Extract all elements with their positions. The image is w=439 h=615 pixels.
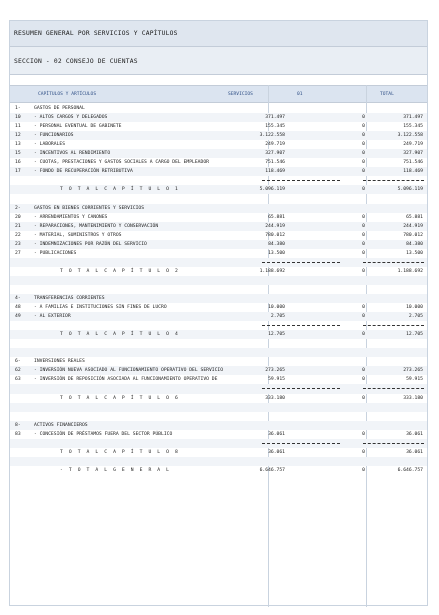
row-description: T O T A L C A P Í T U L O 8 bbox=[60, 449, 180, 455]
chapter-row bbox=[10, 294, 427, 303]
row-description: - FUNCIONARIOS bbox=[34, 133, 74, 139]
table-row bbox=[10, 457, 427, 466]
row-description: - A FAMILIAS E INSTITUCIONES SIN FINES DE LUCRO bbox=[34, 305, 167, 311]
row-total: 1.188.692 bbox=[397, 268, 423, 274]
report-title-bar bbox=[10, 21, 427, 47]
row-description: - CUOTAS, PRESTACIONES Y GASTOS SOCIALES A CARGO DEL EMPLEADOR bbox=[34, 160, 209, 166]
row-total: 3.122.558 bbox=[397, 133, 423, 139]
row-code: 16 bbox=[15, 160, 21, 166]
row-amount-services: 0 bbox=[362, 142, 365, 148]
row-code: 83 bbox=[15, 431, 21, 437]
row-total: 84.380 bbox=[406, 241, 423, 247]
row-amount-01: 13.500 bbox=[268, 250, 285, 256]
budget-table bbox=[10, 104, 427, 475]
row-amount-services: 0 bbox=[362, 241, 365, 247]
row-total: 13.500 bbox=[406, 250, 423, 256]
row-amount-services: 0 bbox=[362, 187, 365, 193]
column-header-total: TOTAL bbox=[380, 92, 394, 97]
column-header-articles: CAPÍTULOS Y ARTÍCULOS bbox=[38, 92, 97, 97]
row-amount-01: 36.061 bbox=[268, 431, 285, 437]
table-row bbox=[10, 158, 427, 167]
row-total: 36.061 bbox=[406, 449, 423, 455]
row-amount-services: 0 bbox=[362, 115, 365, 121]
row-amount-services: 0 bbox=[362, 214, 365, 220]
table-row bbox=[10, 430, 427, 439]
row-amount-services: 0 bbox=[362, 124, 365, 130]
row-total: 10.000 bbox=[406, 305, 423, 311]
table-row bbox=[10, 375, 427, 384]
table-row bbox=[10, 240, 427, 249]
dashed-rule bbox=[262, 388, 340, 389]
row-amount-01: 751.546 bbox=[265, 160, 285, 166]
subtotal-separator bbox=[10, 439, 427, 448]
row-amount-01: 3.122.558 bbox=[259, 133, 285, 139]
row-total: 273.265 bbox=[403, 368, 423, 374]
table-row bbox=[10, 303, 427, 312]
report-title: RESUMEN GENERAL POR SERVICIOS Y CAPÍTULOS bbox=[14, 30, 178, 37]
row-amount-services: 0 bbox=[362, 467, 365, 473]
row-code: 6- bbox=[15, 359, 21, 365]
row-amount-services: 0 bbox=[362, 160, 365, 166]
row-total: 249.719 bbox=[403, 142, 423, 148]
total-row bbox=[10, 185, 427, 194]
row-amount-services: 0 bbox=[362, 169, 365, 175]
row-description: T O T A L C A P Í T U L O 1 bbox=[60, 187, 180, 193]
row-description: - REPARACIONES, MANTENIMIENTO Y CONSERVACIÓN bbox=[34, 223, 159, 229]
dashed-rule bbox=[363, 180, 424, 181]
row-description: - INCENTIVOS AL RENDIMIENTO bbox=[34, 151, 111, 157]
row-code: 23 bbox=[15, 241, 21, 247]
table-row bbox=[10, 276, 427, 285]
row-amount-01: 327.907 bbox=[265, 151, 285, 157]
row-code: 11 bbox=[15, 124, 21, 130]
subtotal-separator bbox=[10, 258, 427, 267]
table-row bbox=[10, 339, 427, 348]
row-total: 333.180 bbox=[403, 395, 423, 401]
subtotal-separator bbox=[10, 384, 427, 393]
total-row bbox=[10, 394, 427, 403]
row-code: 27 bbox=[15, 250, 21, 256]
chapter-row bbox=[10, 204, 427, 213]
table-row bbox=[10, 149, 427, 158]
row-amount-services: 0 bbox=[362, 151, 365, 157]
row-description: - INDEMNIZACIONES POR RAZÓN DEL SERVICIO bbox=[34, 241, 147, 247]
chapter-row bbox=[10, 357, 427, 366]
total-row bbox=[10, 267, 427, 276]
row-code: 21 bbox=[15, 223, 21, 229]
row-total: 12.705 bbox=[406, 332, 423, 338]
row-description: TRANSFERENCIAS CORRIENTES bbox=[34, 295, 105, 301]
row-description: T O T A L C A P Í T U L O 4 bbox=[60, 332, 180, 338]
row-amount-01: 36.061 bbox=[268, 449, 285, 455]
chapter-row bbox=[10, 104, 427, 113]
row-amount-01: 1.188.692 bbox=[259, 268, 285, 274]
row-description: - CONCESIÓN DE PRÉSTAMOS FUERA DEL SECTOR PÚBLICO bbox=[34, 431, 173, 437]
total-row bbox=[10, 466, 427, 475]
row-code: 4- bbox=[15, 295, 21, 301]
dashed-rule bbox=[262, 325, 340, 326]
table-row bbox=[10, 285, 427, 294]
row-code: 15 bbox=[15, 151, 21, 157]
row-amount-01: 244.919 bbox=[265, 223, 285, 229]
row-total: 2.705 bbox=[408, 314, 423, 320]
row-code: 17 bbox=[15, 169, 21, 175]
column-header-01: 01 bbox=[297, 92, 303, 97]
row-amount-services: 0 bbox=[362, 223, 365, 229]
row-description: - MATERIAL, SUMINISTROS Y OTROS bbox=[34, 232, 122, 238]
table-row bbox=[10, 194, 427, 203]
row-amount-01: 780.012 bbox=[265, 232, 285, 238]
row-code: 13 bbox=[15, 142, 21, 148]
table-row bbox=[10, 312, 427, 321]
row-amount-01: 12.705 bbox=[268, 332, 285, 338]
row-code: 62 bbox=[15, 368, 21, 374]
table-row bbox=[10, 403, 427, 412]
subtotal-separator bbox=[10, 321, 427, 330]
subtotal-separator bbox=[10, 176, 427, 185]
row-amount-services: 0 bbox=[362, 305, 365, 311]
row-total: 751.546 bbox=[403, 160, 423, 166]
table-row bbox=[10, 222, 427, 231]
row-amount-01: 6.646.757 bbox=[259, 467, 285, 473]
dashed-rule bbox=[363, 325, 424, 326]
row-amount-services: 0 bbox=[362, 368, 365, 374]
table-row bbox=[10, 231, 427, 240]
total-row bbox=[10, 330, 427, 339]
table-row bbox=[10, 213, 427, 222]
table-row bbox=[10, 412, 427, 421]
row-description: INVERSIONES REALES bbox=[34, 359, 85, 365]
row-total: 155.345 bbox=[403, 124, 423, 130]
row-amount-01: 10.000 bbox=[268, 305, 285, 311]
row-amount-services: 0 bbox=[362, 268, 365, 274]
row-total: 244.919 bbox=[403, 223, 423, 229]
row-code: 1- bbox=[15, 106, 21, 111]
row-amount-01: 59.915 bbox=[268, 377, 285, 383]
total-row bbox=[10, 448, 427, 457]
row-total: 6.646.757 bbox=[397, 467, 423, 473]
row-amount-01: 155.345 bbox=[265, 124, 285, 130]
table-row bbox=[10, 348, 427, 357]
row-total: 780.012 bbox=[403, 232, 423, 238]
row-total: 327.907 bbox=[403, 151, 423, 157]
row-amount-services: 0 bbox=[362, 431, 365, 437]
row-description: - T O T A L G E N E R A L bbox=[60, 467, 171, 473]
row-amount-01: 333.180 bbox=[265, 395, 285, 401]
table-row bbox=[10, 122, 427, 131]
row-description: - AL EXTERIOR bbox=[34, 314, 71, 320]
row-total: 118.469 bbox=[403, 169, 423, 175]
row-description: - ARRENDAMIENTOS Y CANONES bbox=[34, 214, 108, 220]
column-header-row bbox=[10, 85, 427, 103]
chapter-row bbox=[10, 421, 427, 430]
row-amount-services: 0 bbox=[362, 449, 365, 455]
row-description: T O T A L C A P Í T U L O 6 bbox=[60, 395, 180, 401]
row-amount-01: 249.719 bbox=[265, 142, 285, 148]
table-row bbox=[10, 366, 427, 375]
row-description: - PERSONAL EVENTUAL DE GABINETE bbox=[34, 124, 122, 130]
row-amount-01: 371.497 bbox=[265, 115, 285, 121]
row-total: 36.061 bbox=[406, 431, 423, 437]
row-code: 48 bbox=[15, 305, 21, 311]
table-row bbox=[10, 131, 427, 140]
row-description: - PUBLICACIONES bbox=[34, 250, 77, 256]
dashed-rule bbox=[262, 180, 340, 181]
row-description: - INVERSIÓN NUEVA ASOCIADO AL FUNCIONAMIENTO OPERATIVO DEL SERVICIO bbox=[34, 368, 224, 374]
dashed-rule bbox=[262, 443, 340, 444]
row-total: 371.497 bbox=[403, 115, 423, 121]
dashed-rule bbox=[363, 262, 424, 263]
row-amount-01: 65.881 bbox=[268, 214, 285, 220]
row-description: - FONDO DE RECUPERACIÓN RETRIBUTIVA bbox=[34, 169, 133, 175]
row-amount-services: 0 bbox=[362, 377, 365, 383]
row-description: GASTOS EN BIENES CORRIENTES Y SERVICIOS bbox=[34, 205, 145, 211]
row-code: 12 bbox=[15, 133, 21, 139]
row-description: ACTIVOS FINANCIEROS bbox=[34, 422, 88, 428]
row-code: 22 bbox=[15, 232, 21, 238]
row-code: 49 bbox=[15, 314, 21, 320]
row-description: - INVERSIÓN DE REPOSICIÓN ASOCIADA AL FUNCIONAMIENTO OPERATIVO DE bbox=[34, 377, 218, 383]
row-code: 20 bbox=[15, 214, 21, 220]
row-total: 59.915 bbox=[406, 377, 423, 383]
row-amount-01: 84.380 bbox=[268, 241, 285, 247]
dashed-rule bbox=[363, 388, 424, 389]
document-page bbox=[9, 20, 428, 606]
row-amount-01: 118.469 bbox=[265, 169, 285, 175]
row-description: - ALTOS CARGOS Y DELEGADOS bbox=[34, 115, 108, 121]
row-total: 5.096.119 bbox=[397, 187, 423, 193]
row-amount-01: 2.705 bbox=[270, 314, 285, 320]
row-description: T O T A L C A P Í T U L O 2 bbox=[60, 268, 180, 274]
row-amount-01: 273.265 bbox=[265, 368, 285, 374]
row-code: 10 bbox=[15, 115, 21, 121]
row-amount-services: 0 bbox=[362, 250, 365, 256]
row-amount-01: 5.096.119 bbox=[259, 187, 285, 193]
table-row bbox=[10, 249, 427, 258]
row-amount-services: 0 bbox=[362, 395, 365, 401]
row-amount-services: 0 bbox=[362, 332, 365, 338]
row-amount-services: 0 bbox=[362, 314, 365, 320]
row-code: 63 bbox=[15, 377, 21, 383]
column-header-services: SERVICIOS bbox=[228, 92, 253, 97]
dashed-rule bbox=[262, 262, 340, 263]
row-description: - LABORALES bbox=[34, 142, 66, 148]
row-code: 8- bbox=[15, 422, 21, 428]
row-amount-services: 0 bbox=[362, 133, 365, 139]
dashed-rule bbox=[363, 443, 424, 444]
row-total: 65.881 bbox=[406, 214, 423, 220]
row-amount-services: 0 bbox=[362, 232, 365, 238]
table-row bbox=[10, 113, 427, 122]
table-row bbox=[10, 140, 427, 149]
row-code: 2- bbox=[15, 205, 21, 211]
table-row bbox=[10, 167, 427, 176]
section-title: SECCION - 02 CONSEJO DE CUENTAS bbox=[14, 58, 138, 65]
section-bar bbox=[10, 47, 427, 75]
row-description: GASTOS DE PERSONAL bbox=[34, 106, 85, 111]
